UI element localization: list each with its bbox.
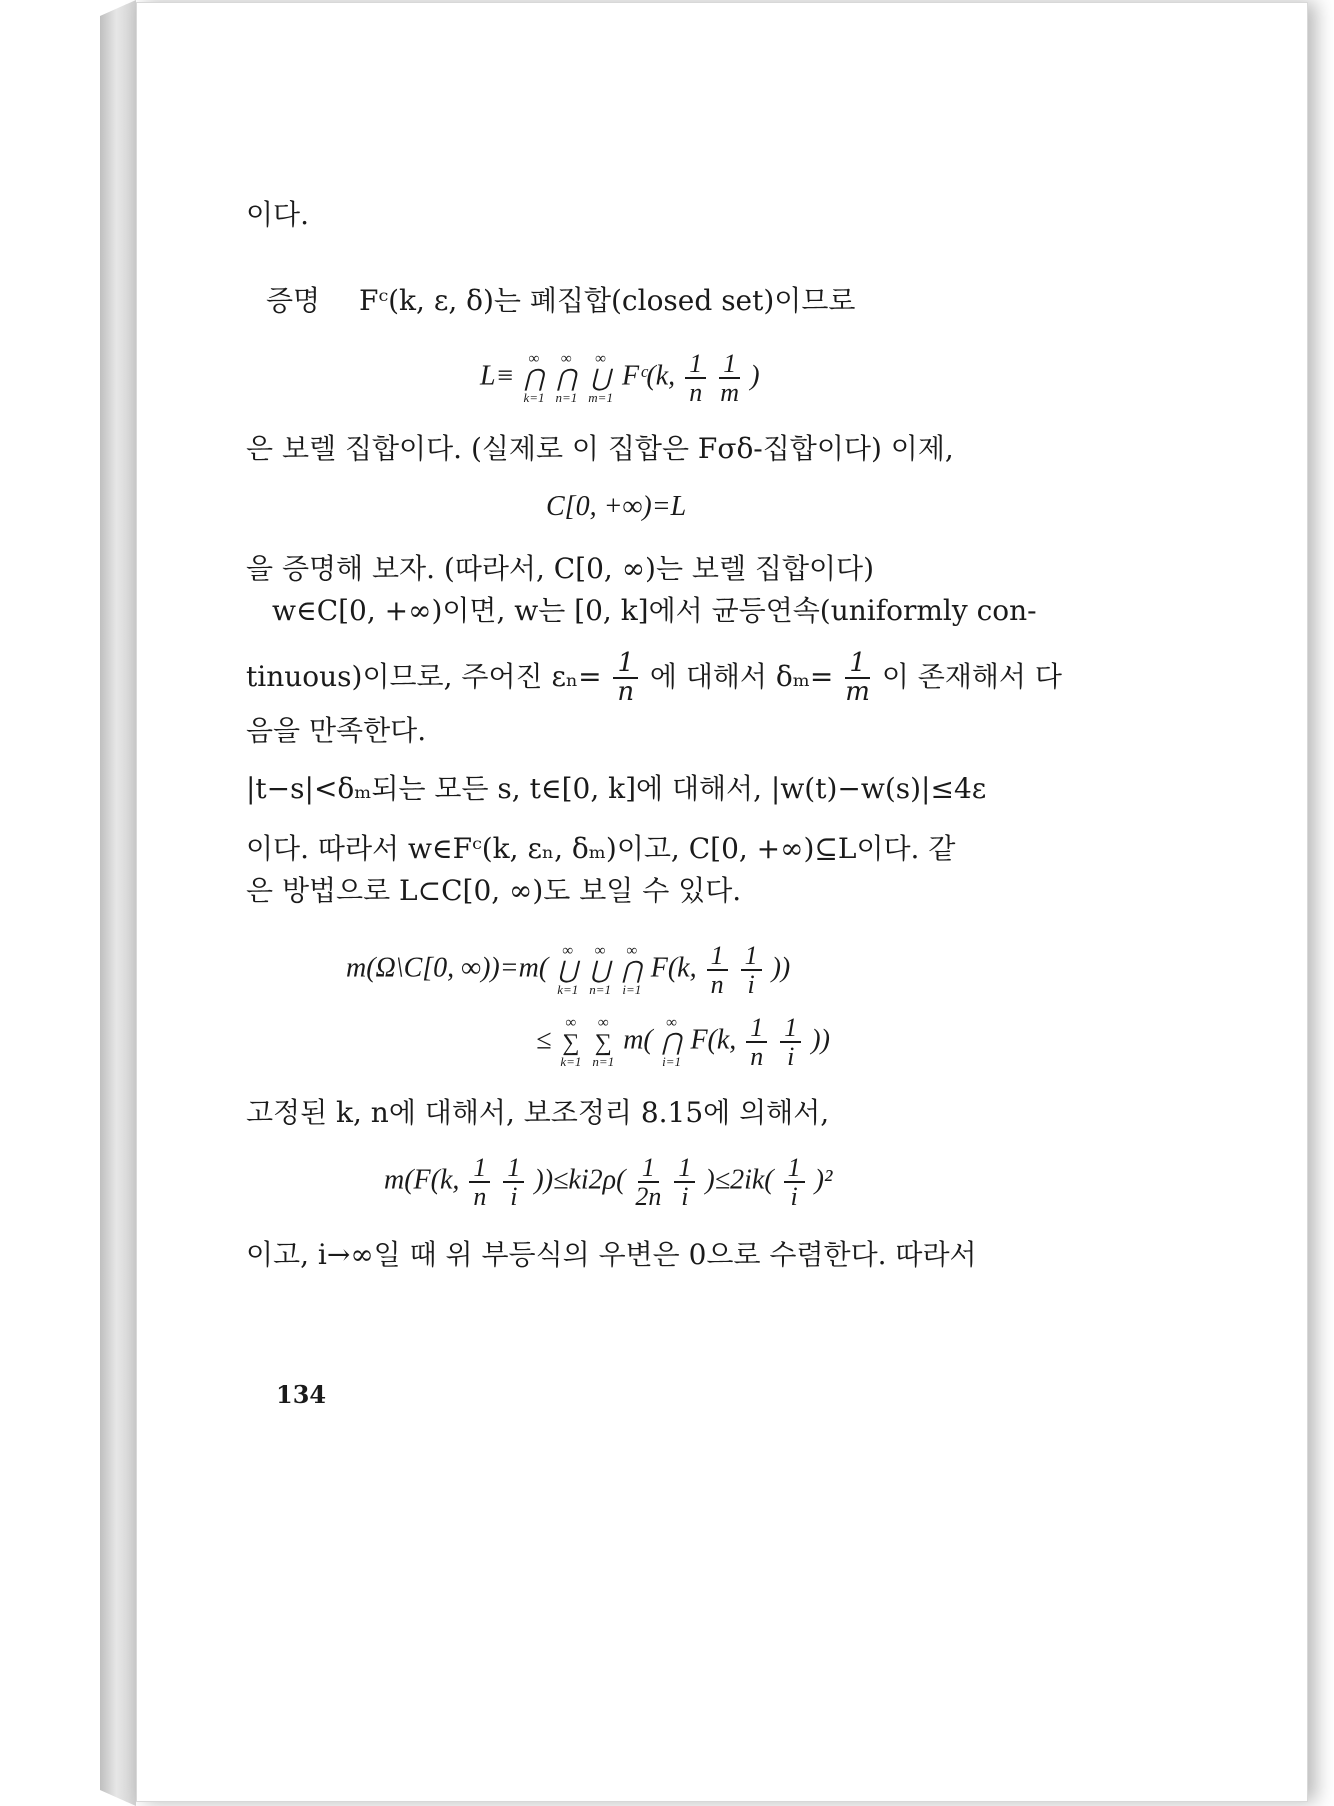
- therefore-line-2: 은 방법으로 L⊂C[0, ∞)도 보일 수 있다.: [246, 874, 742, 907]
- eq5-fraction-i2: $\frac{1}{i}$: [674, 1154, 695, 1211]
- tinuous-line: tinuous)이므로, 주어진 εₙ= $\frac{1}{n}$ 에 대해서 δₘ= $\frac{1}{m}$ 이 존재해서 다: [246, 648, 1062, 708]
- proof-label: 증명: [266, 284, 321, 317]
- eq3-fraction-i: $\frac{1}{i}$: [741, 942, 762, 999]
- delta-fraction: $\frac{1}{m}$: [845, 648, 870, 708]
- page-number: 134: [276, 1380, 327, 1409]
- equation-L-definition: L≡ ∞ ⋂ k=1 ∞ ⋂ n=1 ∞ ⋃ m=1 Fᶜ(k, $\frac{1}{n}$ $\frac{1}{m}$ ): [480, 349, 760, 408]
- eq5-fraction-i3: $\frac{1}{i}$: [784, 1154, 805, 1211]
- proof-line: [266, 284, 855, 318]
- eq1-fraction-m: $\frac{1}{m}$: [720, 349, 740, 408]
- eq5-fraction-2n: $\frac{1}{2n}$: [635, 1153, 662, 1212]
- eq5-fraction-n: $\frac{1}{n}$: [469, 1154, 490, 1211]
- eq1-lhs: L≡: [480, 360, 515, 392]
- book-page: [136, 2, 1308, 1802]
- eq3-op3: ∞ ⋂ i=1: [622, 943, 642, 998]
- condition-line: |t−s|<δₘ되는 모든 s, t∈[0, k]에 대해서, |w(t)−w(s)|≤4ε: [246, 772, 987, 805]
- lemma-line: 고정된 k, n에 대해서, 보조정리 8.15에 의해서,: [246, 1096, 830, 1129]
- equation-measure-complement: m(Ω\C[0, ∞))=m( ∞ ⋃ k=1 ∞ ⋃ n=1 ∞ ⋂ i=1 F(k, $\frac{1}{n}$ $\frac{1}{i}$ )): [346, 941, 791, 1000]
- eq1-fraction-n: $\frac{1}{n}$: [685, 350, 706, 407]
- equation-lemma-bound: m(F(k, $\frac{1}{n}$ $\frac{1}{i}$ ))≤ki2ρ( $\frac{1}{2n}$ $\frac{1}{i}$ )≤2ik( $\frac{1}{i}$ )²: [384, 1153, 833, 1212]
- eq4-fraction-i: $\frac{1}{i}$: [780, 1014, 801, 1071]
- equation-C-equals-L: C[0, +∞)=L: [546, 491, 687, 522]
- eq3-op1: ∞ ⋃ k=1: [557, 943, 579, 998]
- eq5-fraction-i: $\frac{1}{i}$: [503, 1154, 524, 1211]
- eq3-op2: ∞ ⋃ n=1: [589, 943, 612, 998]
- final-line: 이고, i→∞일 때 위 부등식의 우변은 0으로 수렴한다. 따라서: [246, 1238, 977, 1271]
- proof-sentence: Fᶜ(k, ε, δ)는 폐집합(closed set)이므로: [359, 284, 856, 317]
- eq1-op2: ∞ ⋂ n=1: [555, 351, 578, 406]
- uniform-continuity-line: w∈C[0, +∞)이면, w는 [0, k]에서 균등연속(uniformly con-: [272, 594, 1037, 627]
- page-content: [136, 2, 1308, 1802]
- eq4-fraction-n: $\frac{1}{n}$: [746, 1014, 767, 1071]
- eq1-op1: ∞ ⋂ k=1: [523, 351, 545, 406]
- book-page-edge: [100, 0, 136, 1806]
- intro-text: 이다.: [246, 198, 309, 231]
- eq4-sum1: ∞ ∑ k=1: [560, 1015, 582, 1070]
- satisfies-line: 음을 만족한다.: [246, 714, 427, 747]
- epsilon-fraction: $\frac{1}{n}$: [613, 650, 638, 707]
- prove-line: 을 증명해 보자. (따라서, C[0, ∞)는 보렐 집합이다): [246, 552, 875, 585]
- therefore-line-1: 이다. 따라서 w∈Fᶜ(k, εₙ, δₘ)이고, C[0, +∞)⊆L이다. 같: [246, 832, 956, 865]
- eq4-sum2: ∞ ∑ n=1: [592, 1015, 615, 1070]
- equation-sum-bound: ≤ ∞ ∑ k=1 ∞ ∑ n=1 m( ∞ ⋂ i=1 F(k, $\frac{1}{n}$ $\frac{1}{i}$ )): [536, 1013, 830, 1072]
- eq3-fraction-n: $\frac{1}{n}$: [707, 942, 728, 999]
- eq1-rhs: Fᶜ(k,: [621, 360, 676, 392]
- borel-line: 은 보렐 집합이다. (실제로 이 집합은 Fσδ-집합이다) 이제,: [246, 432, 954, 465]
- eq4-intersection: ∞ ⋂ i=1: [661, 1015, 682, 1070]
- eq1-op3: ∞ ⋃ m=1: [588, 351, 613, 406]
